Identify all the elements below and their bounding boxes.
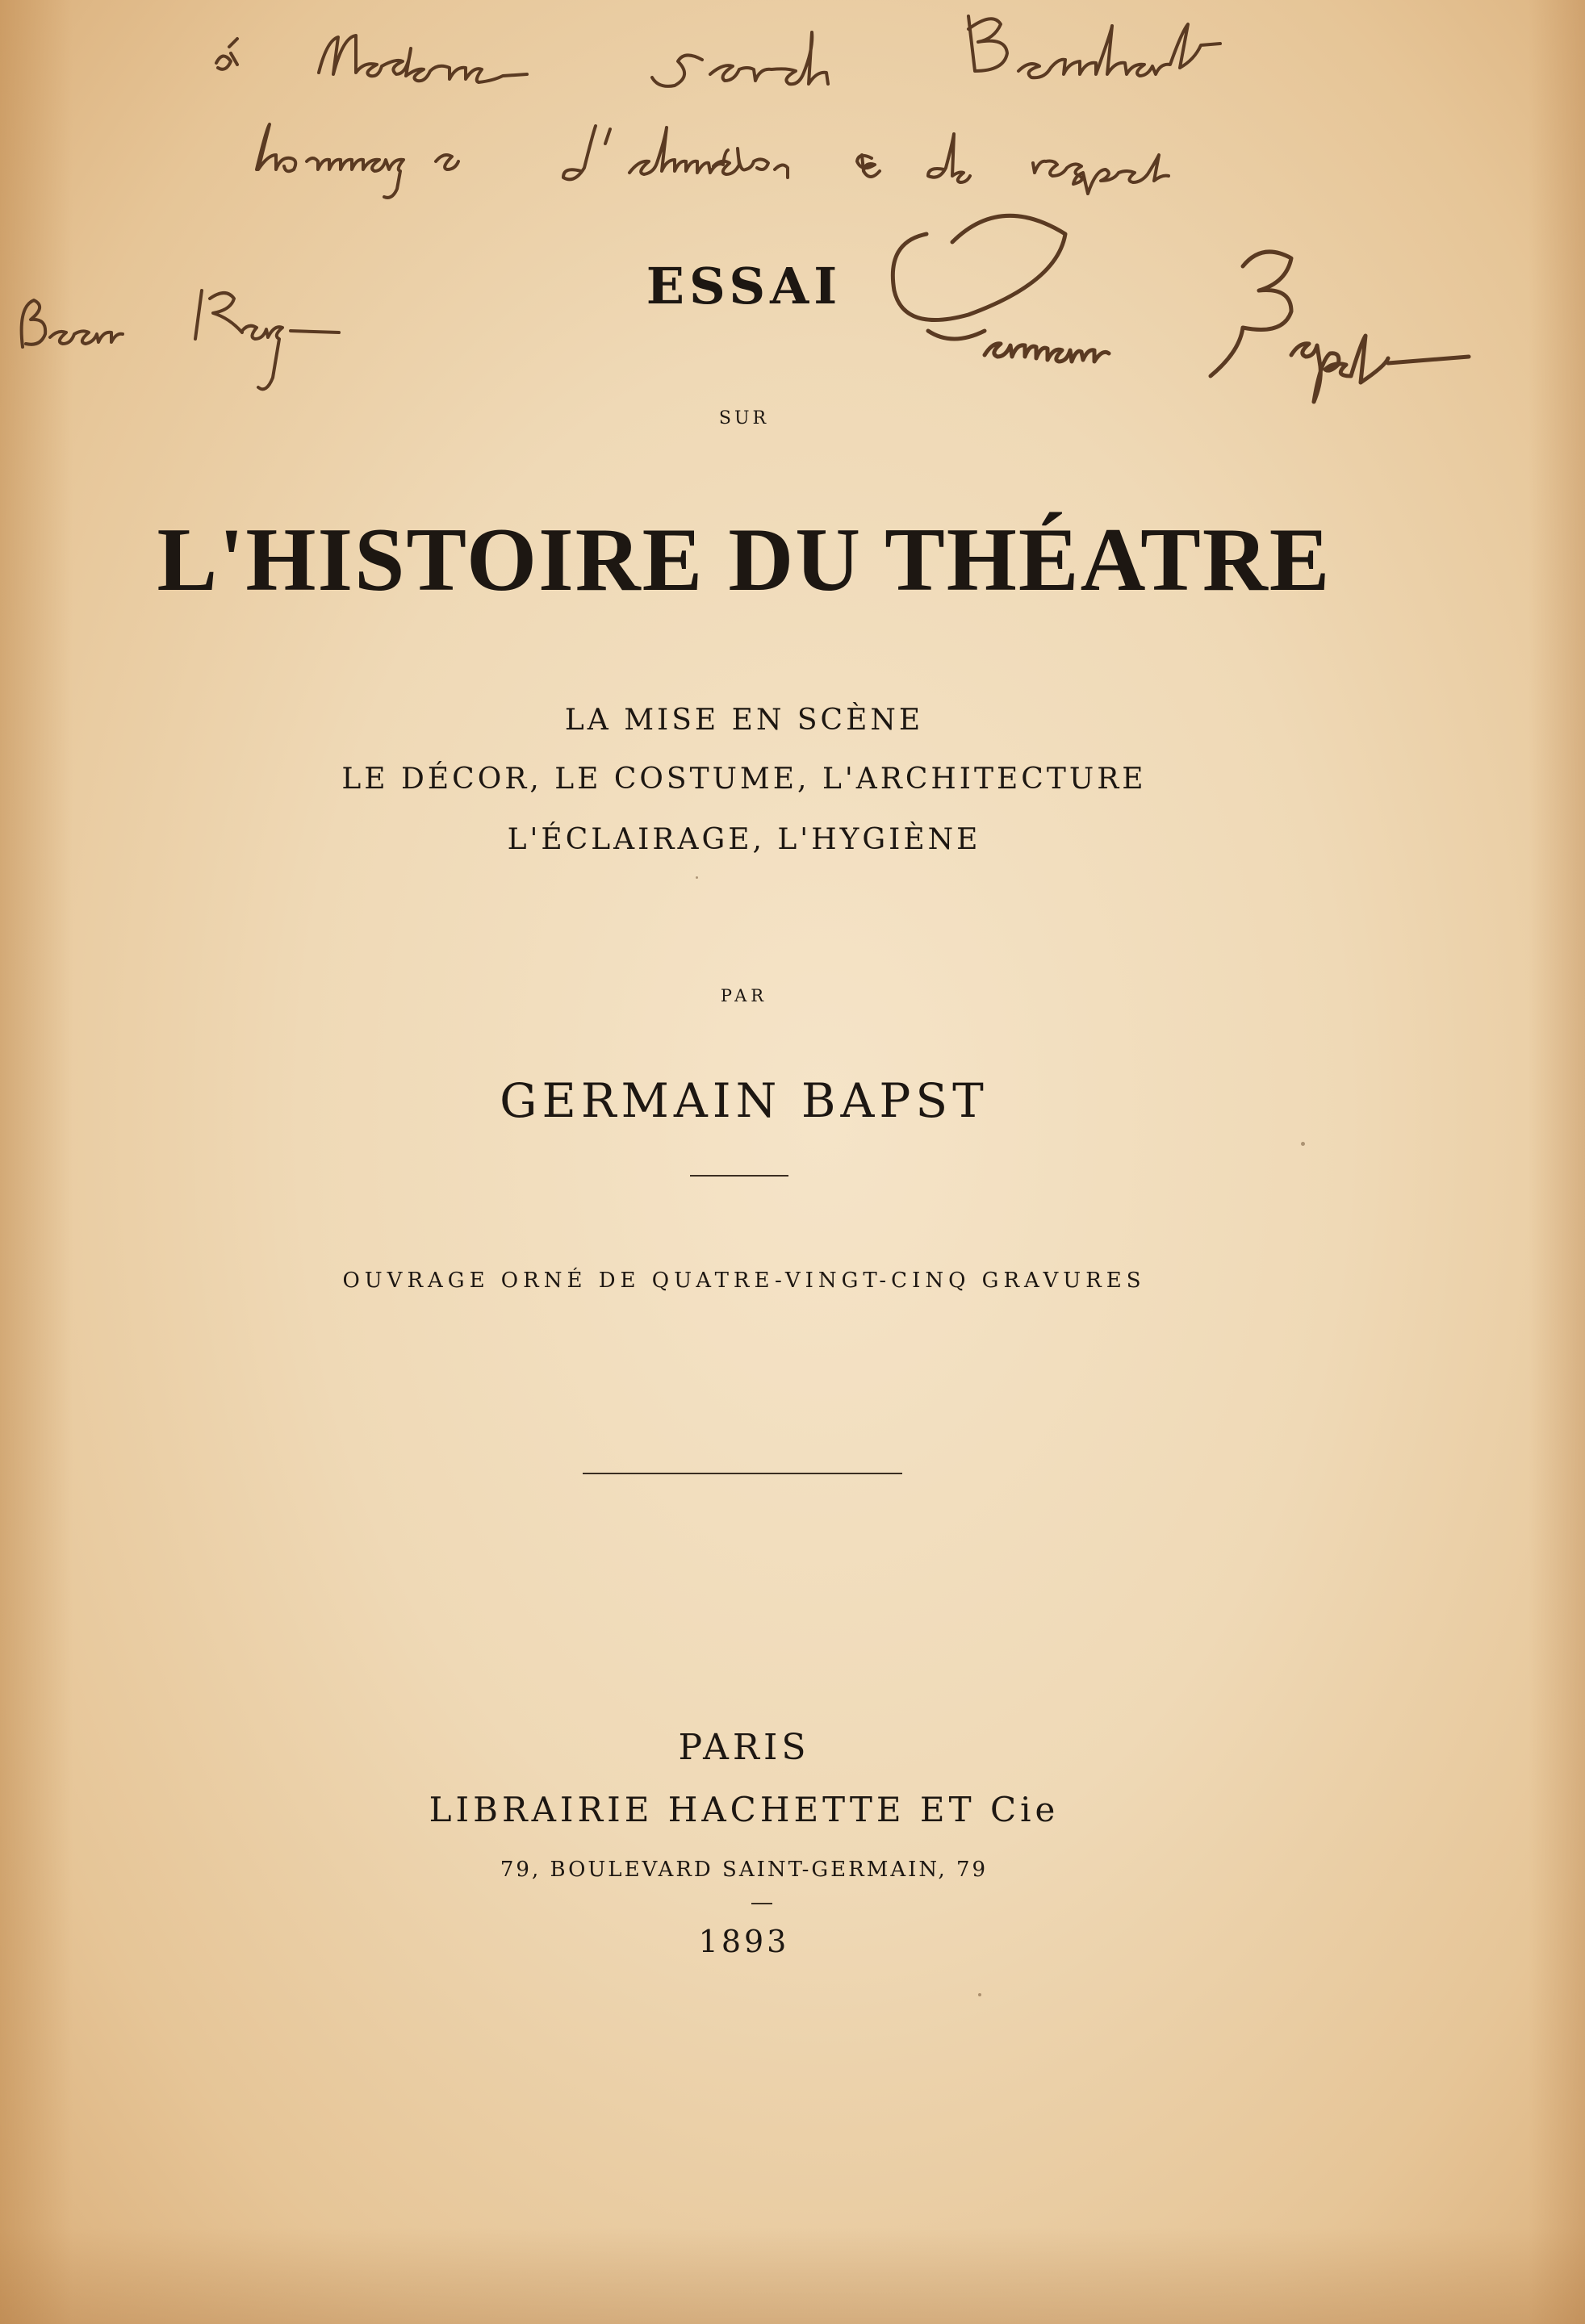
imprint-address: 79, BOULEVARD SAINT-GERMAIN, 79 xyxy=(500,1858,989,1882)
divider-short xyxy=(690,1175,788,1177)
illustrations-note: OUVRAGE ORNÉ DE QUATRE-VINGT-CINQ GRAVURES xyxy=(342,1269,1146,1293)
paper-speck xyxy=(1301,1142,1305,1146)
inscription-line-1 xyxy=(216,16,1220,86)
par-word: PAR xyxy=(720,986,768,1005)
imprint-dash xyxy=(751,1903,772,1904)
paper-speck xyxy=(696,876,698,879)
paper-edge-bottom xyxy=(0,2227,1585,2324)
divider-long xyxy=(583,1473,902,1474)
subtitle-line-2: LE DÉCOR, LE COSTUME, L'ARCHITECTURE xyxy=(341,763,1147,796)
subtitle-line-1: LA MISE EN SCÈNE xyxy=(564,704,924,737)
paper-speck xyxy=(978,1993,981,1996)
subtitle-line-3: L'ÉCLAIRAGE, L'HYGIÈNE xyxy=(507,823,981,856)
sur-word: SUR xyxy=(718,408,770,428)
author-name: GERMAIN BAPST xyxy=(500,1073,989,1128)
inscription-line-2 xyxy=(257,124,1169,198)
imprint-publisher: LIBRAIRIE HACHETTE ET Cie xyxy=(429,1790,1060,1829)
essai-heading: ESSAI xyxy=(646,257,843,316)
imprint-year: 1893 xyxy=(698,1924,790,1959)
imprint-city: PARIS xyxy=(678,1727,810,1768)
main-title: L'HISTOIRE DU THÉATRE xyxy=(157,510,1332,610)
